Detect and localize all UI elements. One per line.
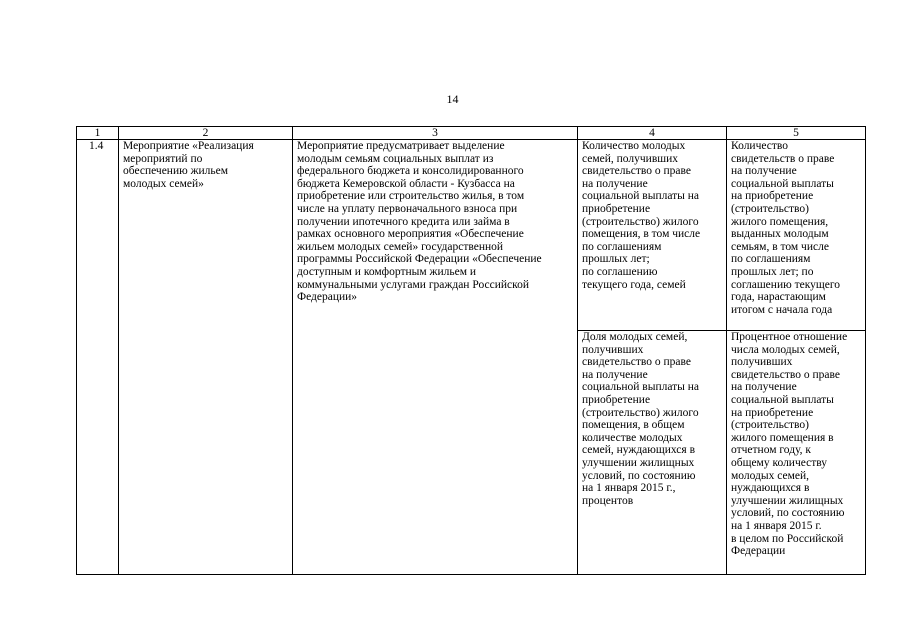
column-header-4: 4 — [578, 127, 727, 140]
column-header-1: 1 — [77, 127, 119, 140]
table-header-row — [77, 127, 866, 140]
column-header-3: 3 — [293, 127, 578, 140]
row-number-cell: 1.4 — [77, 140, 119, 575]
table-row — [77, 140, 866, 331]
column-header-2: 2 — [119, 127, 293, 140]
program-table — [76, 126, 866, 575]
indicator-method-cell: Процентное отношение числа молодых семей, получивших свидетельство о праве на получение социальной выплаты на приобретение (строительство) жилого помещения в отчетном году, к общему количеству молодых семей, нуждающихся в улучшении жилищных условий, по состоянию на 1 января 2015 г. в целом по Российской Федерации — [727, 331, 866, 575]
event-name-cell: Мероприятие «Реализация мероприятий по обеспечению жильем молодых семей» — [119, 140, 293, 575]
page-number: 14 — [446, 92, 459, 106]
column-header-5: 5 — [727, 127, 866, 140]
indicator-method-cell: Количество свидетельств о праве на получение социальной выплаты на приобретение (строительство) жилого помещения, выданных молодым семьям, в том числе по соглашениям прошлых лет; по соглашению текущего года, нарастающим итогом с начала года — [727, 140, 866, 331]
indicator-name-cell: Доля молодых семей, получивших свидетельство о праве на получение социальной выплаты на приобретение (строительство) жилого помещения, в общем количестве молодых семей, нуждающихся в улучшении жилищных условий, по состоянию на 1 января 2015 г., процентов — [578, 331, 727, 575]
indicator-name-cell: Количество молодых семей, получивших свидетельство о праве на получение социальной выплаты на приобретение (строительство) жилого помещения, в том числе по соглашениям прошлых лет; по соглашению текущего года, семей — [578, 140, 727, 331]
event-description-cell: Мероприятие предусматривает выделение молодым семьям социальных выплат из федерального бюджета и консолидированного бюджета Кемеровской области - Кузбасса на приобретение или строительство жилья, в том числе на уплату первоначального взноса при получении ипотечного кредита или займа в рамках основного мероприятия «Обеспечение жильем молодых семей» государственной программы Российской Федерации «Обеспечение доступным и комфортным жильем и коммунальными услугами граждан Российской Федерации» — [293, 140, 578, 575]
